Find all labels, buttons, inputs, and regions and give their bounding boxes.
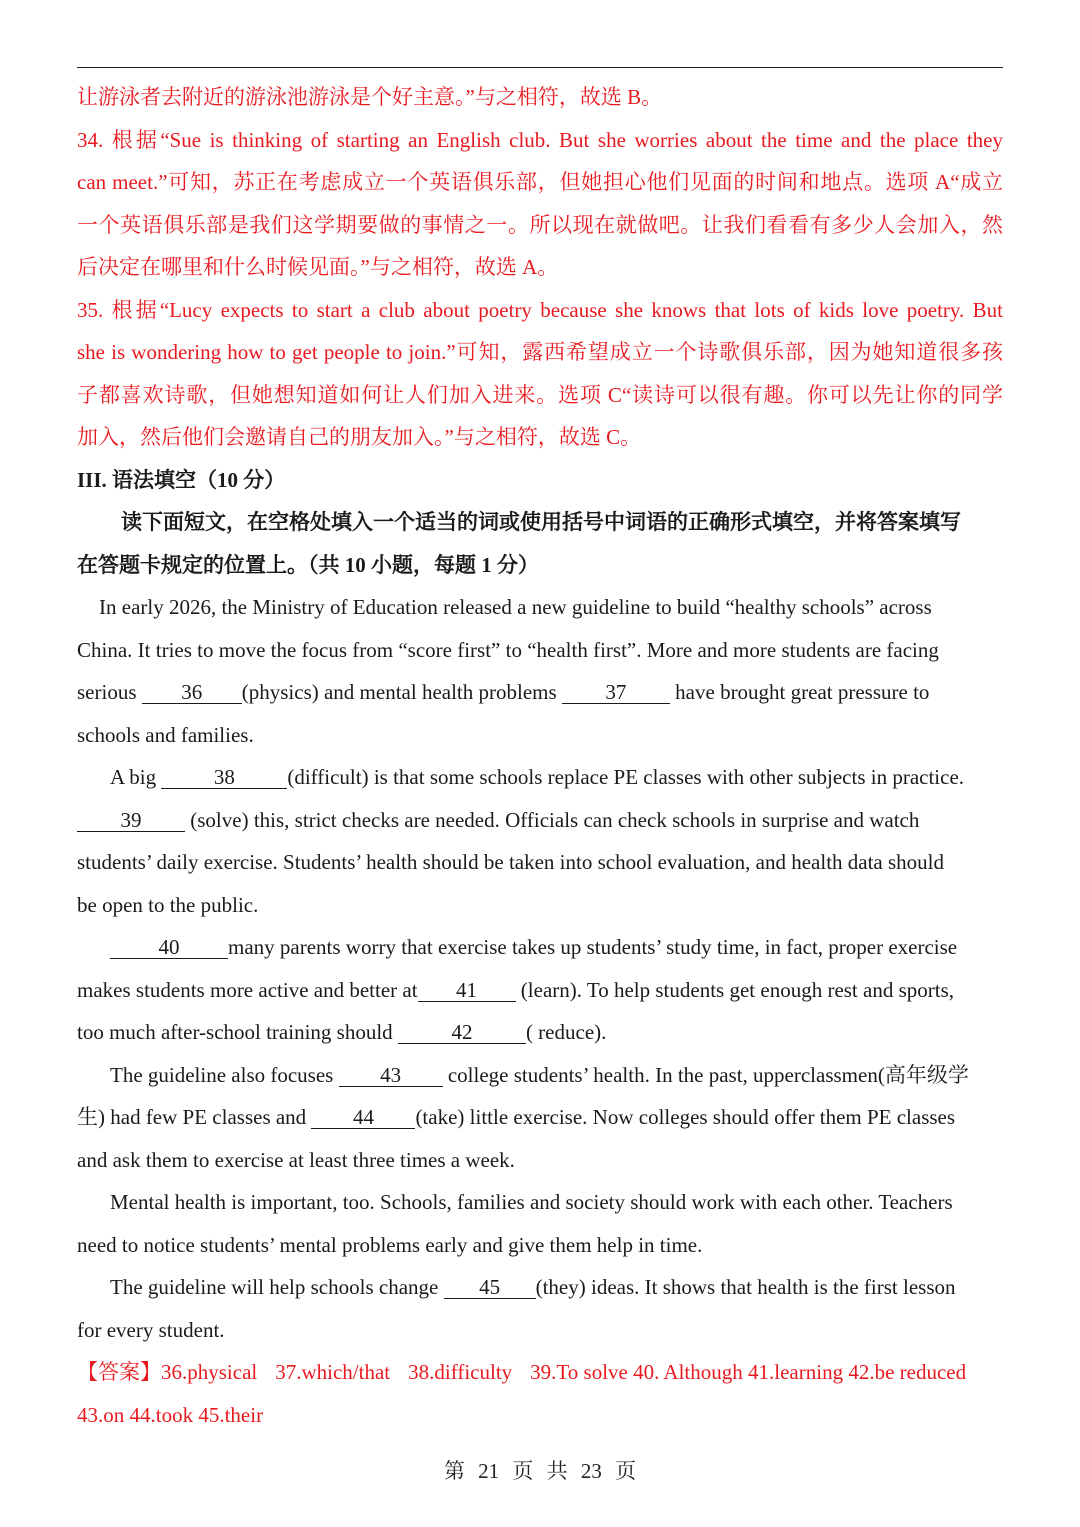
passage-line — [77, 1011, 1003, 1054]
passage-line — [77, 926, 1003, 969]
header-rule — [77, 67, 1003, 68]
passage-line: for every student. — [77, 1317, 225, 1342]
section-instruction: 在答题卡规定的位置上。（共 10 小题，每题 1 分） — [77, 552, 539, 577]
passage-text: have brought great pressure to — [675, 680, 930, 704]
passage-line — [77, 756, 1003, 799]
passage-line: and ask them to exercise at least three times a week. — [77, 1147, 515, 1172]
passage-line — [77, 1096, 1003, 1139]
passage-line: students’ daily exercise. Students’ health should be taken into school evaluation, and health data should — [77, 850, 945, 874]
passage-line: Mental health is important, too. Schools, families and society should work with each other. Teachers — [110, 1190, 953, 1214]
passage-line — [77, 1054, 1003, 1097]
passage-line — [77, 671, 1003, 714]
explanation-q34-line: 一个英语俱乐部是我们这学期要做的事情之一。所以现在就做吧。让我们看看有多少人会加入，然 — [77, 212, 1003, 237]
page-content — [77, 76, 1003, 1436]
blank-44[interactable]: 44 — [311, 1107, 415, 1129]
passage-line — [77, 799, 1003, 842]
answer-line — [77, 1351, 1003, 1394]
blank-45[interactable]: 45 — [444, 1277, 536, 1299]
blank-37[interactable]: 37 — [562, 682, 670, 704]
explanation-q35-line: she is wondering how to get people to join.”可知，露西希望成立一个诗歌俱乐部，因为她知道很多孩 — [77, 340, 1003, 364]
answer-item: 39.To solve 40. Although 41.learning 42.be reduced — [530, 1360, 967, 1384]
passage-line: be open to the public. — [77, 892, 259, 917]
explanation-line: 让游泳者去附近的游泳池游泳是个好主意。”与之相符，故选 B。 — [77, 85, 663, 109]
passage-text: The guideline also focuses — [110, 1062, 334, 1087]
passage-text: (physics) and mental health problems — [241, 680, 557, 704]
answer-label: 【答案】 — [77, 1360, 161, 1384]
passage-text: The guideline will help schools change — [110, 1275, 439, 1299]
passage-text: too much after-school training should — [77, 1020, 393, 1044]
passage-text: (take) little exercise. Now colleges should offer them PE classes — [415, 1105, 956, 1129]
explanation-q34-line: can meet.”可知，苏正在考虑成立一个英语俱乐部，但她担心他们见面的时间和地点。选项 A“成立 — [77, 170, 1003, 194]
passage-line: China. It tries to move the focus from “score first” to “health first”. More and more students are facing — [77, 637, 939, 662]
section-heading: III. 语法填空（10 分） — [77, 467, 286, 492]
page-number: 第 21 页 共 23 页 — [443, 1459, 637, 1483]
passage-text: A big — [110, 765, 157, 789]
passage-line: need to notice students’ mental problems early and give them help in time. — [77, 1232, 703, 1257]
blank-40[interactable]: 40 — [110, 937, 228, 959]
passage-text: (they) ideas. It shows that health is the first lesson — [535, 1275, 956, 1299]
answer-item: 37.which/that — [275, 1360, 391, 1384]
blank-42[interactable]: 42 — [398, 1022, 526, 1044]
explanation-q34-line: 后决定在哪里和什么时候见面。”与之相符，故选 A。 — [77, 255, 559, 279]
explanation-q35-line: 加入，然后他们会邀请自己的朋友加入。”与之相符，故选 C。 — [77, 425, 642, 449]
blank-39[interactable]: 39 — [77, 810, 185, 832]
passage-text: college students’ health. In the past, upperclassmen(高年级学 — [447, 1062, 969, 1087]
passage-text: ( reduce). — [525, 1020, 607, 1044]
passage-text: serious — [77, 680, 137, 704]
passage-text: (learn). To help students get enough rest and sports, — [520, 977, 955, 1002]
blank-43[interactable]: 43 — [339, 1065, 443, 1087]
answer-item: 38.difficulty — [408, 1360, 513, 1384]
blank-36[interactable]: 36 — [142, 682, 242, 704]
passage-text: 生) had few PE classes and — [77, 1105, 307, 1129]
explanation-q35-line: 35. 根据“Lucy expects to start a club about poetry because she knows that lots of kids love poetry. But — [77, 297, 1003, 322]
passage-line — [77, 1266, 1003, 1309]
blank-38[interactable]: 38 — [161, 767, 287, 789]
passage-line: In early 2026, the Ministry of Education released a new guideline to build “healthy schools” across — [99, 595, 932, 619]
passage-text: many parents worry that exercise takes up students’ study time, in fact, proper exercise — [228, 935, 958, 959]
explanation-q34-line: 34. 根据“Sue is thinking of starting an English club. But she worries about the time and the place they — [77, 127, 1003, 152]
passage-line — [77, 969, 1003, 1012]
passage-text: (solve) this, strict checks are needed. Officials can check schools in surprise and watch — [190, 807, 920, 832]
explanation-q35-line: 子都喜欢诗歌，但她想知道如何让人们加入进来。选项 C“读诗可以很有趣。你可以先让你的同学 — [77, 382, 1003, 407]
blank-41[interactable]: 41 — [418, 980, 516, 1002]
passage-text: makes students more active and better at — [77, 977, 418, 1002]
answer-item: 36.physical — [161, 1360, 258, 1384]
answer-line: 43.on 44.took 45.their — [77, 1402, 264, 1427]
passage-text: (difficult) is that some schools replace PE classes with other subjects in practice. — [287, 765, 965, 789]
section-instruction: 读下面短文，在空格处填入一个适当的词或使用括号中词语的正确形式填空，并将答案填写 — [121, 510, 961, 534]
passage-line: schools and families. — [77, 722, 254, 747]
